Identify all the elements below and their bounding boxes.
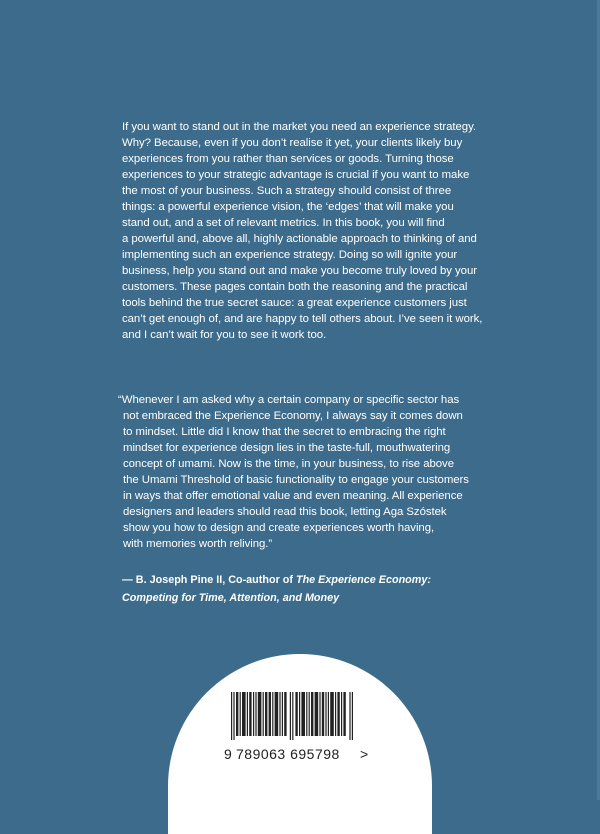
blurb-line: stand out, and a set of relevant metrics. In this book, you will find <box>122 217 445 229</box>
attribution-book-title: The Experience Economy: <box>295 574 431 586</box>
quote-line: to mindset. Little did I know that the secret to embracing the right <box>123 426 446 438</box>
isbn-digits: 789063 695798 <box>236 746 340 762</box>
attribution-prefix: — B. Joseph Pine II, Co-author of <box>122 574 296 586</box>
quote-line: “Whenever I am asked why a certain company or specific sector has <box>118 394 460 406</box>
blurb-line: implementing such an experience strategy. Doing so will ignite your <box>122 249 458 261</box>
attribution-line-2 <box>122 589 502 607</box>
quote-line: designers and leaders should read this book, letting Aga Szóstek <box>123 506 447 518</box>
isbn-end-marker: > <box>360 746 369 762</box>
blurb-line: customers. These pages contain both the reasoning and the practical <box>122 281 468 293</box>
back-cover-blurb <box>122 119 484 343</box>
blurb-line: the most of your business. Such a strategy should consist of three <box>122 185 452 197</box>
quote-attribution <box>122 571 502 607</box>
blurb-line: things: a powerful experience vision, the ‘edges’ that will make you <box>122 201 454 213</box>
barcode-icon <box>231 692 355 740</box>
endorsement-quote <box>118 392 478 552</box>
isbn-lead-digit: 9 <box>224 746 233 762</box>
blurb-line: If you want to stand out in the market you need an experience strategy. <box>122 121 476 133</box>
blurb-line: tools behind the true secret sauce: a great experience customers just <box>122 297 467 309</box>
quote-line: with memories worth reliving.” <box>123 538 273 550</box>
quote-line: concept of umami. Now is the time, in your business, to rise above <box>123 458 454 470</box>
isbn-number <box>224 746 384 764</box>
quote-line: show you how to design and create experiences worth having, <box>123 522 435 534</box>
quote-line: the Umami Threshold of basic functionality to engage your customers <box>123 474 469 486</box>
attribution-line-1 <box>122 571 502 589</box>
blurb-line: can’t get enough of, and are happy to tell others about. I’ve seen it work, <box>122 313 483 325</box>
blurb-line: experiences to your strategic advantage is crucial if you want to make <box>122 169 470 181</box>
blurb-text <box>122 119 484 343</box>
blurb-line: Why? Because, even if you don’t realise it yet, your clients likely buy <box>122 137 463 149</box>
quote-line: mindset for experience design lies in the taste-full, mouthwatering <box>123 442 451 454</box>
blurb-line: business, help you stand out and make you become truly loved by your <box>122 265 477 277</box>
barcode-panel <box>168 654 432 834</box>
quote-line: in ways that offer emotional value and even meaning. All experience <box>123 490 463 502</box>
attribution-book-subtitle: Competing for Time, Attention, and Money <box>122 592 340 604</box>
quote-line: not embraced the Experience Economy, I always say it comes down <box>123 410 463 422</box>
blurb-line: and I can’t wait for you to see it work too. <box>122 329 327 341</box>
blurb-line: experiences from you rather than services or goods. Turning those <box>122 153 454 165</box>
quote-text <box>118 392 478 552</box>
blurb-line: a powerful and, above all, highly actionable approach to thinking of and <box>122 233 477 245</box>
